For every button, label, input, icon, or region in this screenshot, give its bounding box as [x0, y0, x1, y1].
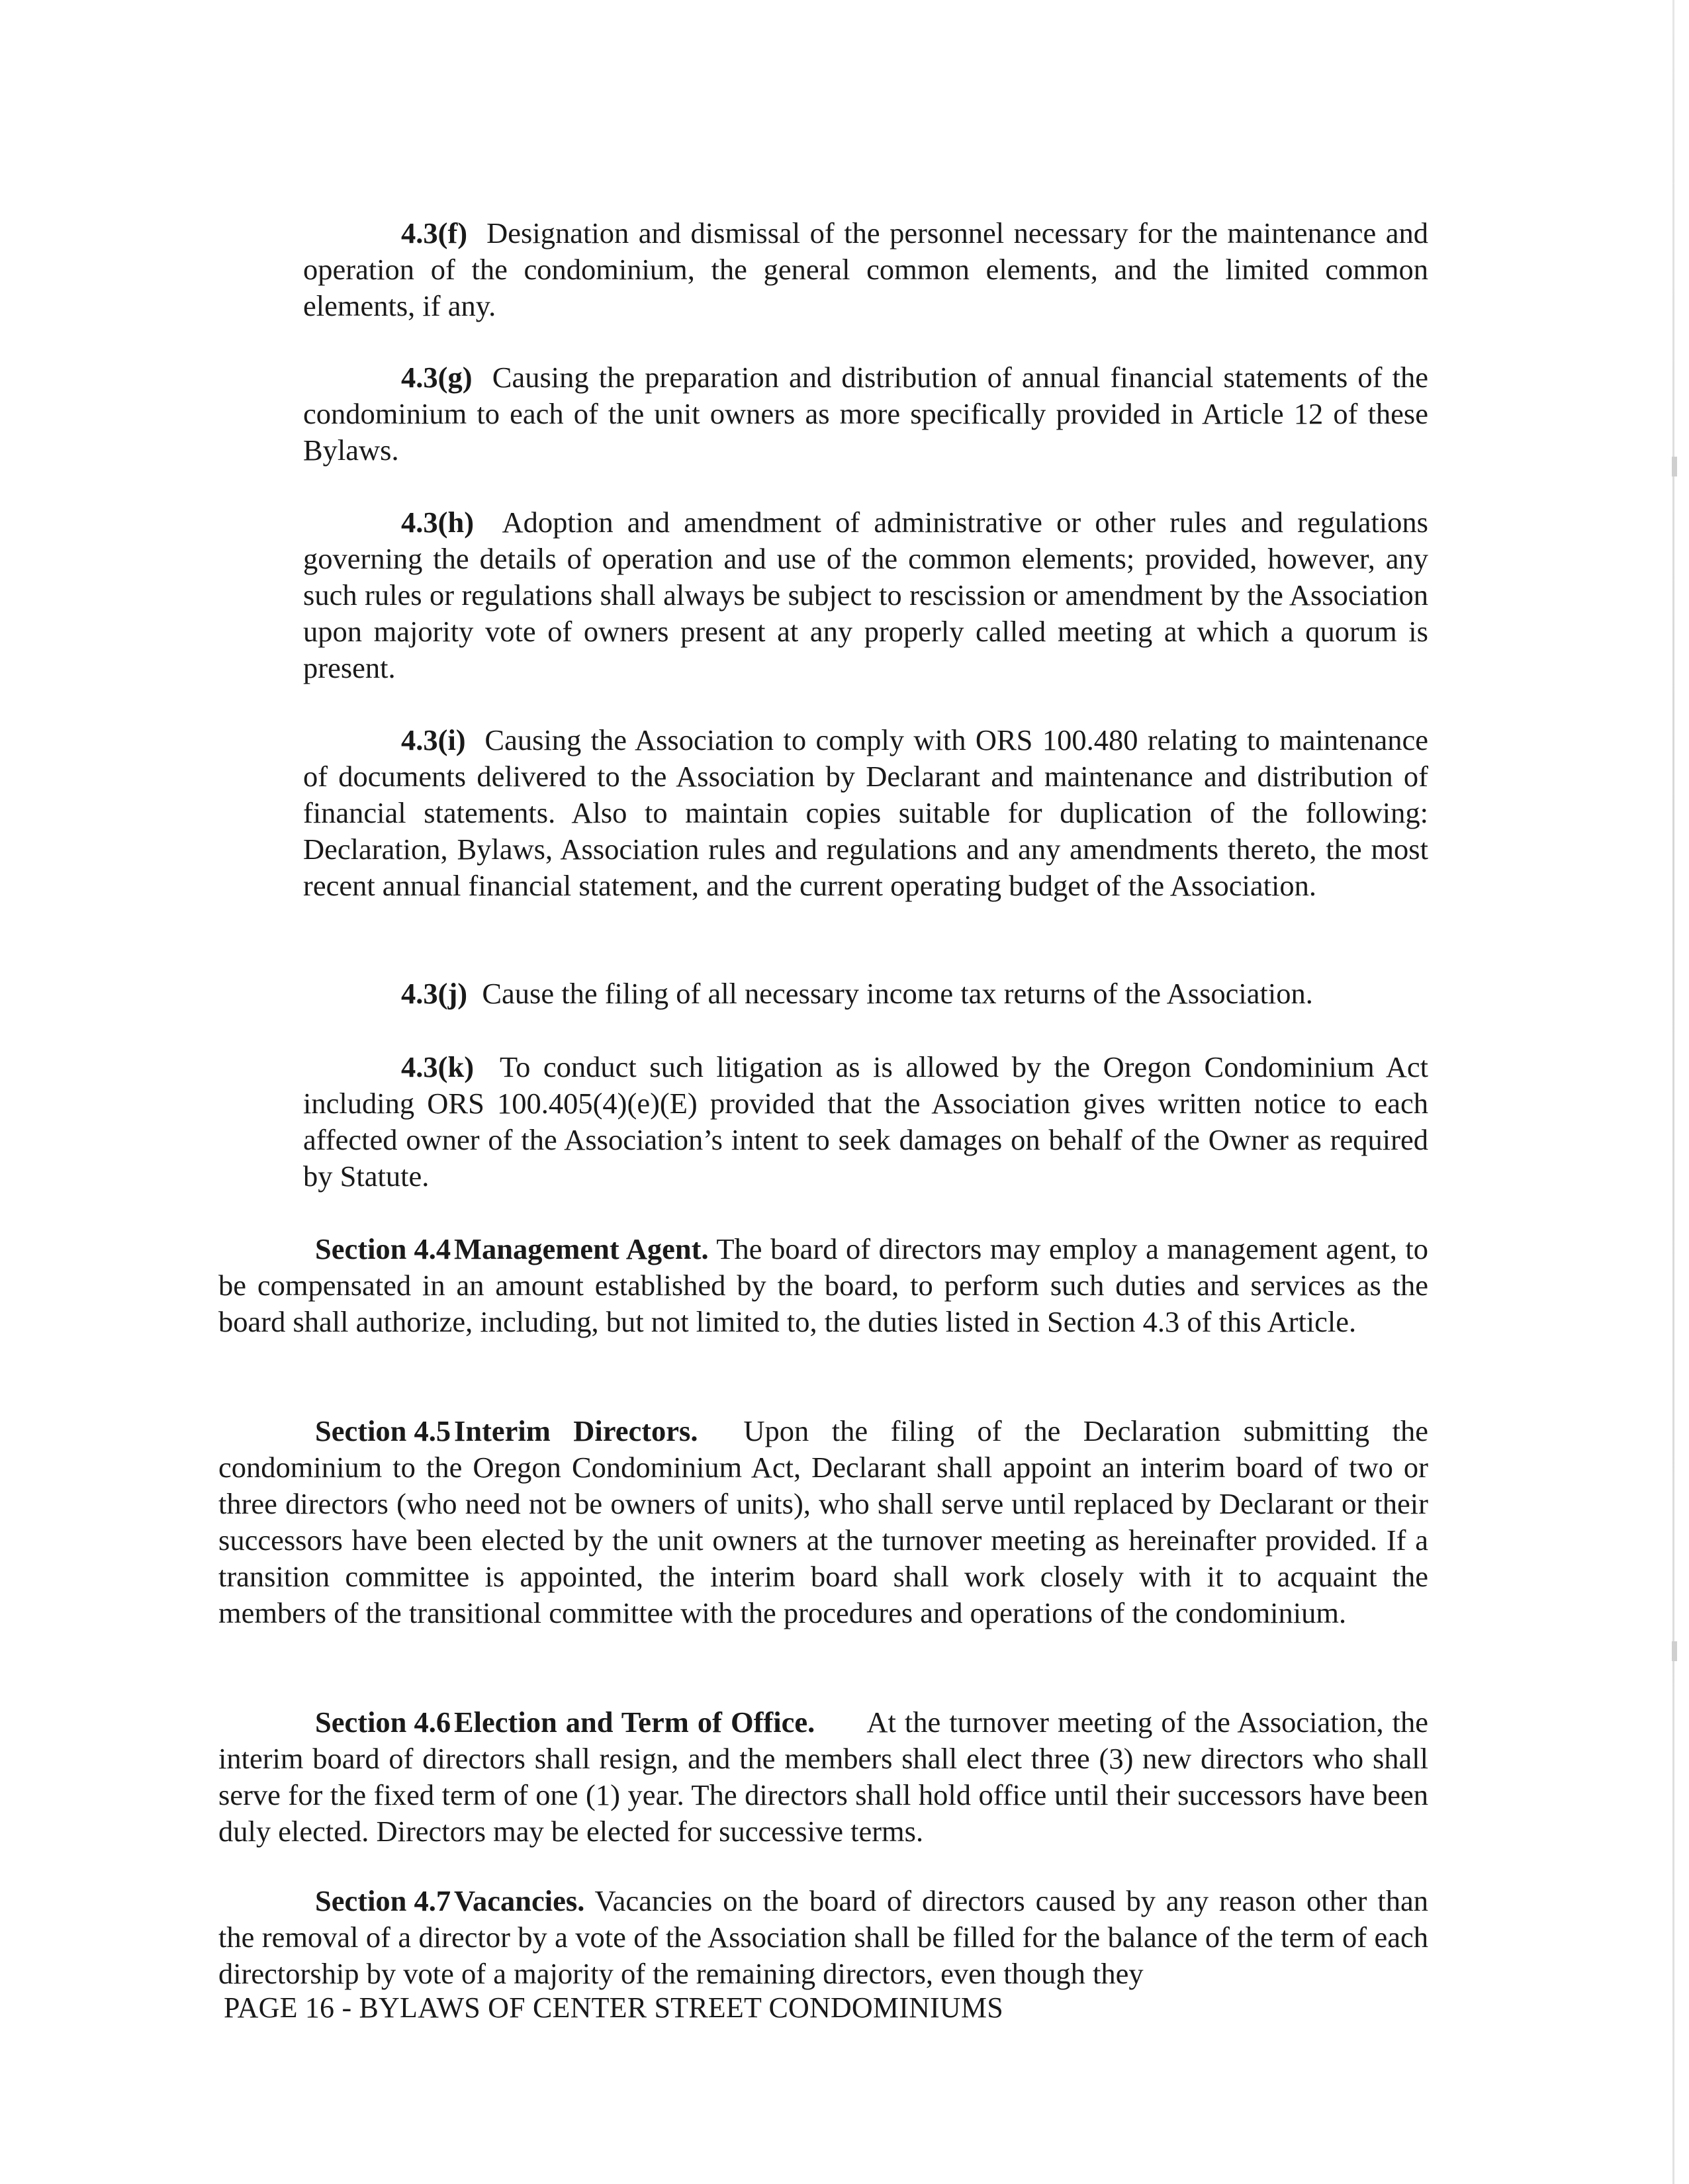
paragraph-text: Causing the preparation and distribution of annual financial statements of the condominium to each of the unit owners as more specifically provided in Article 12 of these Bylaws.: [303, 361, 1428, 467]
paragraph-4-3-j: [303, 976, 1428, 1012]
section-number: Section 4.4: [315, 1232, 451, 1265]
paragraph-label: 4.3(i): [401, 723, 466, 756]
section-4-5: [218, 1413, 1428, 1631]
section-4-4: [218, 1231, 1428, 1340]
section-text: At the turnover meeting of the Association, the interim board of directors shall resign, and the members shall elect three (3) new directors who shall serve for the fixed term of one (1) year. The directors shall hold office until their successors have been duly elected. Directors may be elected for successive terms.: [218, 1706, 1429, 1848]
page-footer: PAGE 16 - BYLAWS OF CENTER STREET CONDOMINIUMS: [224, 1991, 1003, 2024]
page-edge: [1672, 0, 1674, 2184]
section-title: Management Agent.: [454, 1232, 709, 1265]
paragraph-text: Cause the filing of all necessary income tax returns of the Association.: [482, 977, 1313, 1010]
section-title: Vacancies.: [454, 1884, 585, 1917]
paragraph-text: To conduct such litigation as is allowed by the Oregon Condominium Act including ORS 100.405(4)(e)(E) provided that the Association gives written notice to each affected owner of the Association’s intent to seek damages on behalf of the Owner as required by Statute.: [303, 1050, 1429, 1193]
page-edge-mark: [1672, 1641, 1677, 1661]
paragraph-label: 4.3(k): [401, 1050, 475, 1083]
paragraph-text: Causing the Association to comply with ORS 100.480 relating to maintenance of documents delivered to the Association by Declarant and maintenance and distribution of financial statements. Also to maintain copies suitable for duplication of the following: Declaration, Bylaws, Association rules and regulations and any amendments thereto, the most recent annual financial statement, and the current operating budget of the Association.: [303, 723, 1428, 902]
paragraph-4-3-i: [303, 722, 1428, 904]
paragraph-text: Adoption and amendment of administrative or other rules and regulations governing the details of operation and use of the common elements; provided, however, any such rules or regulations shall always be subject to rescission or amendment by the Association upon majority vote of owners present at any properly called meeting at which a quorum is present.: [303, 506, 1428, 684]
section-number: Section 4.6: [315, 1706, 451, 1739]
section-text: Vacancies on the board of directors caused by any reason other than the removal of a director by a vote of the Association shall be filled for the balance of the term of each directorship by vote of a majority of the remaining directors, even though they: [218, 1884, 1428, 1990]
paragraph-4-3-h: [303, 504, 1428, 686]
section-number: Section 4.7: [315, 1884, 451, 1917]
paragraph-text: Designation and dismissal of the personnel necessary for the maintenance and operation of the condominium, the general common elements, and the limited common elements, if any.: [303, 216, 1429, 322]
paragraph-4-3-f: [303, 215, 1428, 324]
paragraph-label: 4.3(j): [401, 977, 468, 1010]
section-text: Upon the filing of the Declaration submitting the condominium to the Oregon Condominium Act, Declarant shall appoint an interim board of two or three directors (who need not be owners of units), who shall serve until replaced by Declarant or their successors have been elected by the unit owners at the turnover meeting as hereinafter provided. If a transition committee is appointed, the interim board shall work closely with it to acquaint the members of the transitional committee with the procedures and operations of the condominium.: [218, 1414, 1428, 1629]
section-4-6: [218, 1704, 1428, 1850]
paragraph-label: 4.3(f): [401, 216, 468, 250]
paragraph-label: 4.3(g): [401, 361, 473, 394]
section-number: Section 4.5: [315, 1414, 451, 1447]
section-title: Election and Term of Office.: [454, 1706, 815, 1739]
section-4-7: [218, 1883, 1428, 1992]
page-edge-mark: [1672, 457, 1677, 477]
paragraph-label: 4.3(h): [401, 506, 475, 539]
section-text: The board of directors may employ a management agent, to be compensated in an amount established by the board, to perform such duties and services as the board shall authorize, including, but not limited to, the duties listed in Section 4.3 of this Article.: [218, 1232, 1428, 1338]
paragraph-4-3-g: [303, 359, 1428, 469]
paragraph-4-3-k: [303, 1049, 1428, 1195]
section-title: Interim Directors.: [454, 1414, 698, 1447]
